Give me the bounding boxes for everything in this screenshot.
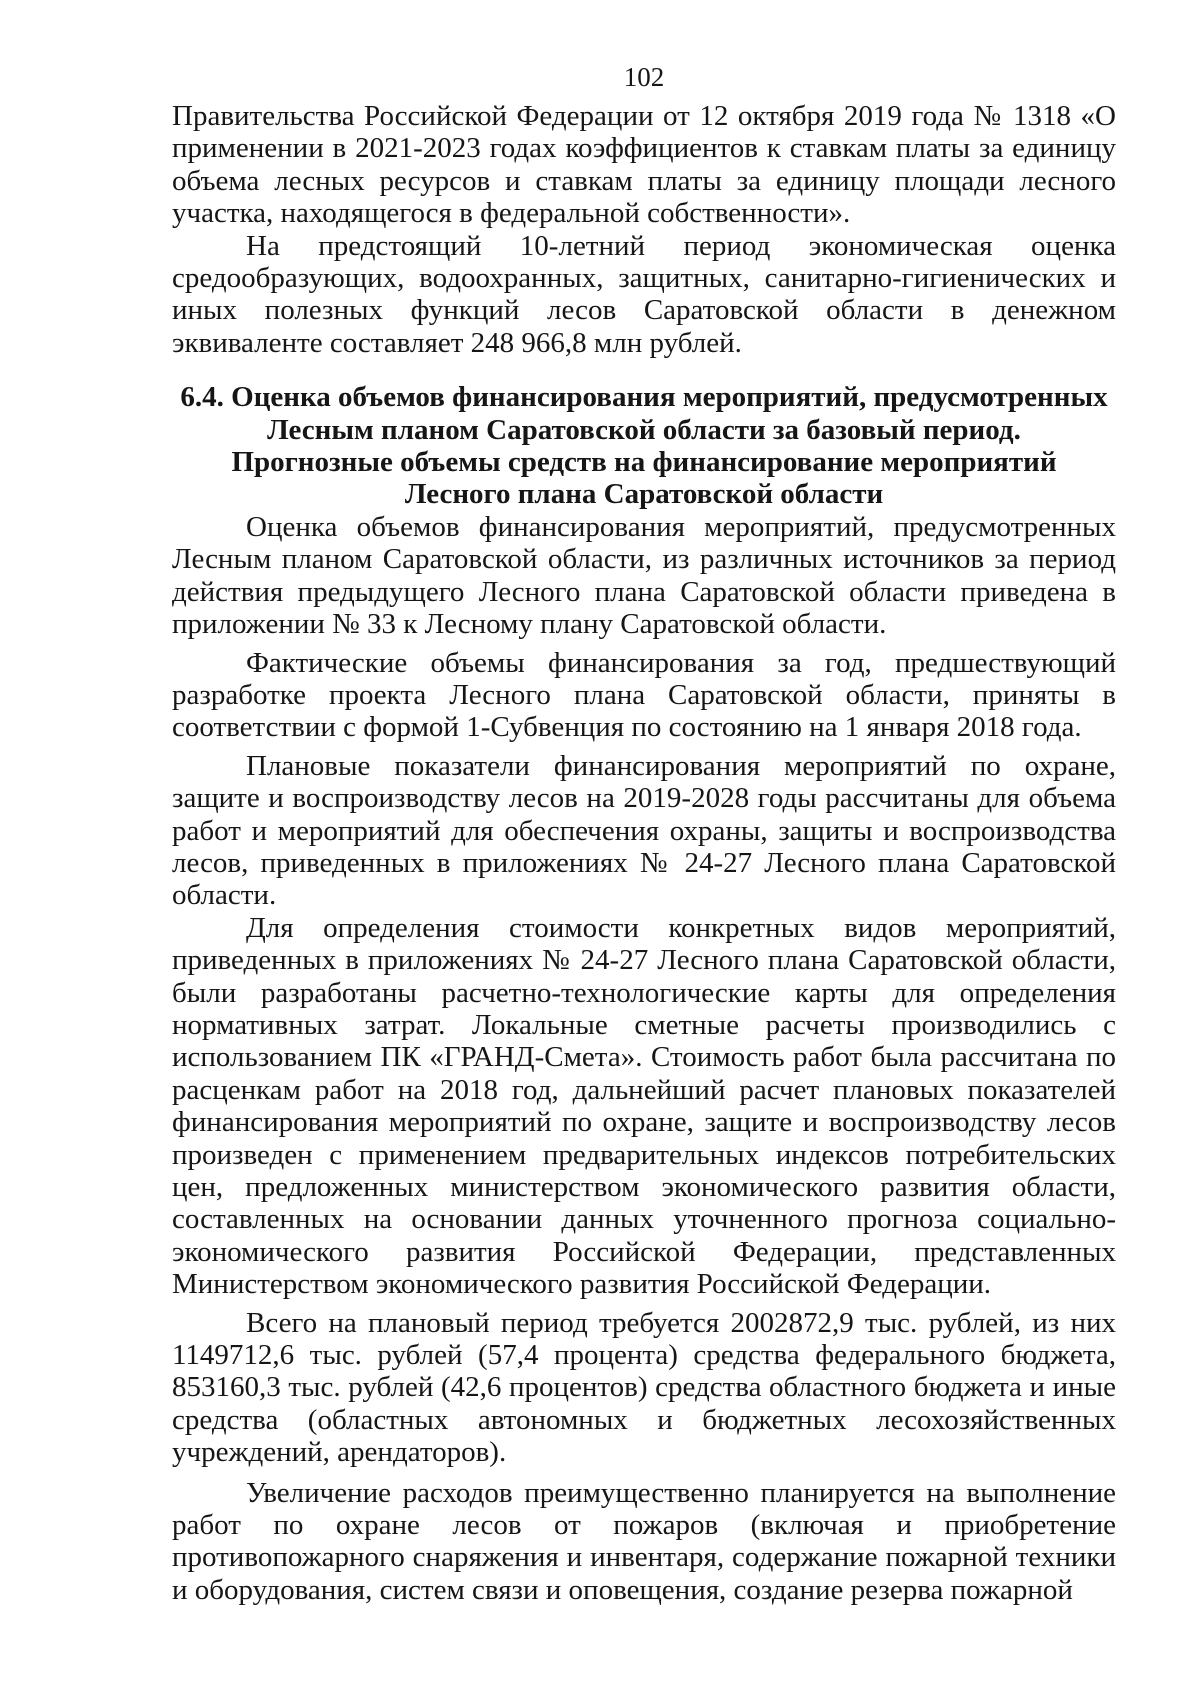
section-heading-line: Лесного плана Саратовской области	[404, 478, 884, 511]
section-heading-line: Лесным планом Саратовской области за базовый период.	[267, 413, 1021, 446]
paragraph-actual-funding: Фактические объемы финансирования за год, предшествующий разработке проекта Лесного плана Саратовской области, приняты в соответствии с формой 1-Субвенция по состоянию на 1 января 2018 года.	[172, 646, 1116, 744]
section-heading	[172, 381, 1116, 511]
paragraph-economic-evaluation: На предстоящий 10-летний период экономическая оценка средообразующих, водоохранных, защитных, санитарно-гигиенических и иных полезных функций лесов Саратовской области в денежном эквиваленте составляет 248 966,8 млн рублей.	[172, 229, 1116, 359]
section-heading-line: Прогнозные объемы средств на финансирование мероприятий	[231, 446, 1057, 479]
paragraph-cost-determination: Для определения стоимости конкретных видов мероприятий, приведенных в приложениях № 24-27 Лесного плана Саратовской области, были разработаны расчетно-технологические карты для определения нормативных затрат. Локальные сметные расчеты производились с использованием ПК «ГРАНД-Смета». Стоимость работ была рассчитана по расценкам работ на 2018 год, дальнейший расчет плановых показателей финансирования мероприятий по охране, защите и воспроизводству лесов произведен с применением предварительных индексов потребительских цен, предложенных министерством экономического развития области, составленных на основании данных уточненного прогноза социально-экономического развития Российской Федерации, представленных Министерством экономического развития Российской Федерации.	[172, 911, 1116, 1301]
paragraph-decree-reference: Правительства Российской Федерации от 12 октября 2019 года № 1318 «О применении в 2021-2023 годах коэффициентов к ставкам платы за единицу объема лесных ресурсов и ставкам платы за единицу площади лесного участка, находящегося в федеральной собственности».	[172, 100, 1116, 230]
paragraph-planned-indicators: Плановые показатели финансирования мероприятий по охране, защите и воспроизводству лесов на 2019-2028 годы рассчитаны для объема работ и мероприятий для обеспечения охраны, защиты и воспроизводства лесов, приведенных в приложениях № 24-27 Лесного плана Саратовской области.	[172, 749, 1116, 912]
section-heading-line: 6.4. Оценка объемов финансирования мероприятий, предусмотренных	[180, 381, 1108, 414]
paragraph-total-funding: Всего на плановый период требуется 2002872,9 тыс. рублей, из них 1149712,6 тыс. рублей (57,4 процента) средства федерального бюджета, 853160,3 тыс. рублей (42,6 процентов) средства областного бюджета и иные средства (областных автономных и бюджетных лесохозяйственных учреждений, арендаторов).	[172, 1306, 1116, 1469]
page-number: 102	[623, 62, 665, 92]
document-page	[172, 60, 1116, 1606]
paragraph-funding-assessment: Оценка объемов финансирования мероприятий, предусмотренных Лесным планом Саратовской области, из различных источников за период действия предыдущего Лесного плана Саратовской области приведена в приложении № 33 к Лесному плану Саратовской области.	[172, 510, 1116, 641]
paragraph-expense-increase: Увеличение расходов преимущественно планируется на выполнение работ по охране лесов от пожаров (включая и приобретение противопожарного снаряжения и инвентаря, содержание пожарной техники и оборудования, систем связи и оповещения, создание резерва пожарной	[172, 1476, 1116, 1606]
